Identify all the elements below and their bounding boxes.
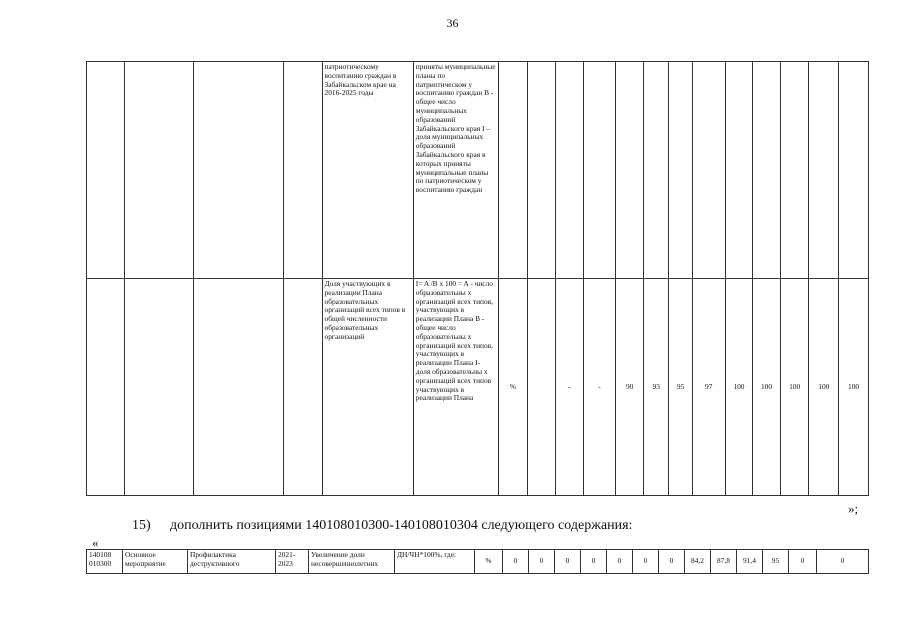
cell-value: - xyxy=(583,279,616,496)
step-number: 15) xyxy=(132,518,151,533)
cell-type xyxy=(125,279,194,496)
cell-value: 97 xyxy=(692,279,725,496)
cell-value xyxy=(643,62,668,279)
cell-type: Основное мероприятие xyxy=(123,550,188,574)
cell-value: 95 xyxy=(763,550,789,574)
cell-value: 90 xyxy=(616,279,644,496)
cell-code: 140108 010300 xyxy=(87,550,123,574)
cell-value: 84,2 xyxy=(685,550,711,574)
cell-value xyxy=(528,62,556,279)
cell-value xyxy=(692,62,725,279)
cell-value: 87,8 xyxy=(711,550,737,574)
cell-value xyxy=(780,62,809,279)
cell-value: 0 xyxy=(581,550,607,574)
cell-period xyxy=(284,62,322,279)
indicators-table-continued xyxy=(86,61,869,496)
cell-value: 0 xyxy=(817,550,869,574)
step-text: дополнить позициями 140108010300-140108010304 следующего содержания: xyxy=(170,518,633,533)
cell-value: 0 xyxy=(633,550,659,574)
cell-value: 93 xyxy=(643,279,668,496)
cell-value xyxy=(616,62,644,279)
table-row xyxy=(87,62,869,279)
cell-value: 100 xyxy=(753,279,781,496)
cell-value: 0 xyxy=(607,550,633,574)
cell-program xyxy=(194,62,284,279)
cell-code xyxy=(87,62,125,279)
cell-indicator-name: патриотическому воспитанию граждан в Забайкальском крае на 2016-2025 годы xyxy=(322,62,413,279)
cell-value: 100 xyxy=(725,279,753,496)
cell-value: 0 xyxy=(555,550,581,574)
opening-quote: « xyxy=(92,535,99,550)
cell-formula: ДН/ЧН*100%, где: xyxy=(395,550,475,574)
table-row xyxy=(87,550,869,574)
cell-value xyxy=(839,62,869,279)
cell-indicator-name: Увеличение доли несовершеннолетних xyxy=(309,550,395,574)
closing-quote: »; xyxy=(848,501,859,516)
cell-value xyxy=(753,62,781,279)
cell-value: 100 xyxy=(780,279,809,496)
cell-value xyxy=(528,279,556,496)
new-positions-table xyxy=(86,549,869,574)
cell-value xyxy=(725,62,753,279)
cell-formula: приняты муниципальные планы по патриотическом у воспитанию граждан В - общее число муниципальных образований Забайкальского края I – доля муниципальных образований Забайкальского края в которых приняты муниципальные планы по патриотическом у воспитанию граждан xyxy=(413,62,498,279)
cell-value: 0 xyxy=(789,550,817,574)
cell-type xyxy=(125,62,194,279)
cell-value: 100 xyxy=(809,279,839,496)
page-number: 36 xyxy=(446,16,459,30)
cell-value: 0 xyxy=(659,550,685,574)
cell-value: - xyxy=(555,279,583,496)
cell-value xyxy=(809,62,839,279)
cell-value xyxy=(583,62,616,279)
cell-value: 95 xyxy=(669,279,692,496)
cell-program xyxy=(194,279,284,496)
cell-value xyxy=(669,62,692,279)
cell-unit: % xyxy=(498,279,528,496)
cell-unit xyxy=(498,62,528,279)
cell-period: 2021-2023 xyxy=(276,550,309,574)
cell-value: 0 xyxy=(529,550,555,574)
cell-formula: I= A /B x 100 = A - число образовательны х организаций всех типов, участвующих в реализации Плана В - общее число образовательны х организаций всех типов, участвующих в реализации Плана I- доля образовательны х организаций всех типов участвующих в реализации Плана xyxy=(413,279,498,496)
cell-unit: % xyxy=(475,550,503,574)
cell-period xyxy=(284,279,322,496)
cell-program: Профилактика деструктивного xyxy=(188,550,276,574)
cell-code xyxy=(87,279,125,496)
cell-value xyxy=(555,62,583,279)
cell-value: 100 xyxy=(839,279,869,496)
cell-value: 0 xyxy=(503,550,529,574)
table-row xyxy=(87,279,869,496)
cell-value: 91,4 xyxy=(737,550,763,574)
cell-indicator-name: Доля участвующих в реализации Плана образовательных организаций всех типов в общей численности образовательных организаций xyxy=(322,279,413,496)
